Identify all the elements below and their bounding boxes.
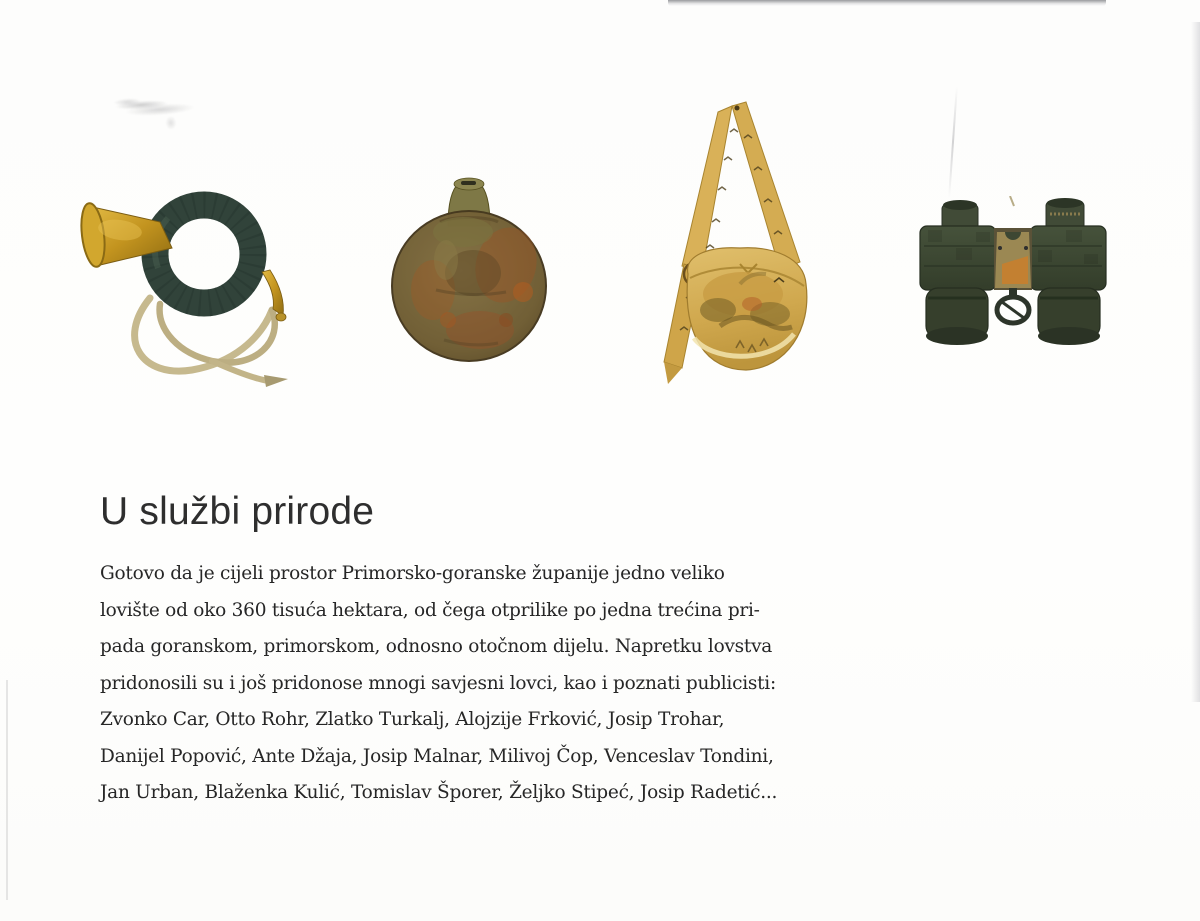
hunting-bag-photo [648, 98, 820, 396]
scan-edge-artifact-top [668, 0, 1106, 6]
paragraph-line: Zvonko Car, Otto Rohr, Zlatko Turkalj, Alojzije Frković, Josip Trohar, [100, 709, 725, 730]
field-flask-photo [388, 170, 550, 368]
pencil-smudge-artifact [98, 82, 211, 138]
paragraph-line: Jan Urban, Blaženka Kulić, Tomislav Šporer, Željko Stipeć, Josip Radetić... [100, 782, 778, 803]
scan-edge-artifact-right [1191, 22, 1200, 702]
paragraph-line: Gotovo da je cijeli prostor Primorsko-goranske županije jedno veliko [100, 563, 725, 584]
paragraph-line: Danijel Popović, Ante Džaja, Josip Malnar, Milivoj Čop, Venceslav Tondini, [100, 745, 774, 767]
paragraph-line: lovište od oko 360 tisuća hektara, od čega otprilike po jedna trećina pri- [100, 599, 760, 621]
page-title: U službi prirode [100, 490, 375, 533]
paragraph-line: pridonosili su i još pridonose mnogi savjesni lovci, kao i poznati publicisti: [100, 672, 776, 694]
binoculars-photo [918, 196, 1108, 358]
body-paragraph [100, 556, 778, 812]
hunting-horn-photo [80, 188, 308, 393]
scan-edge-artifact-left [6, 680, 8, 900]
paragraph-line: pada goranskom, primorskom, odnosno otočnom dijelu. Napretku lovstva [100, 636, 773, 657]
page-crease-artifact [948, 86, 958, 198]
